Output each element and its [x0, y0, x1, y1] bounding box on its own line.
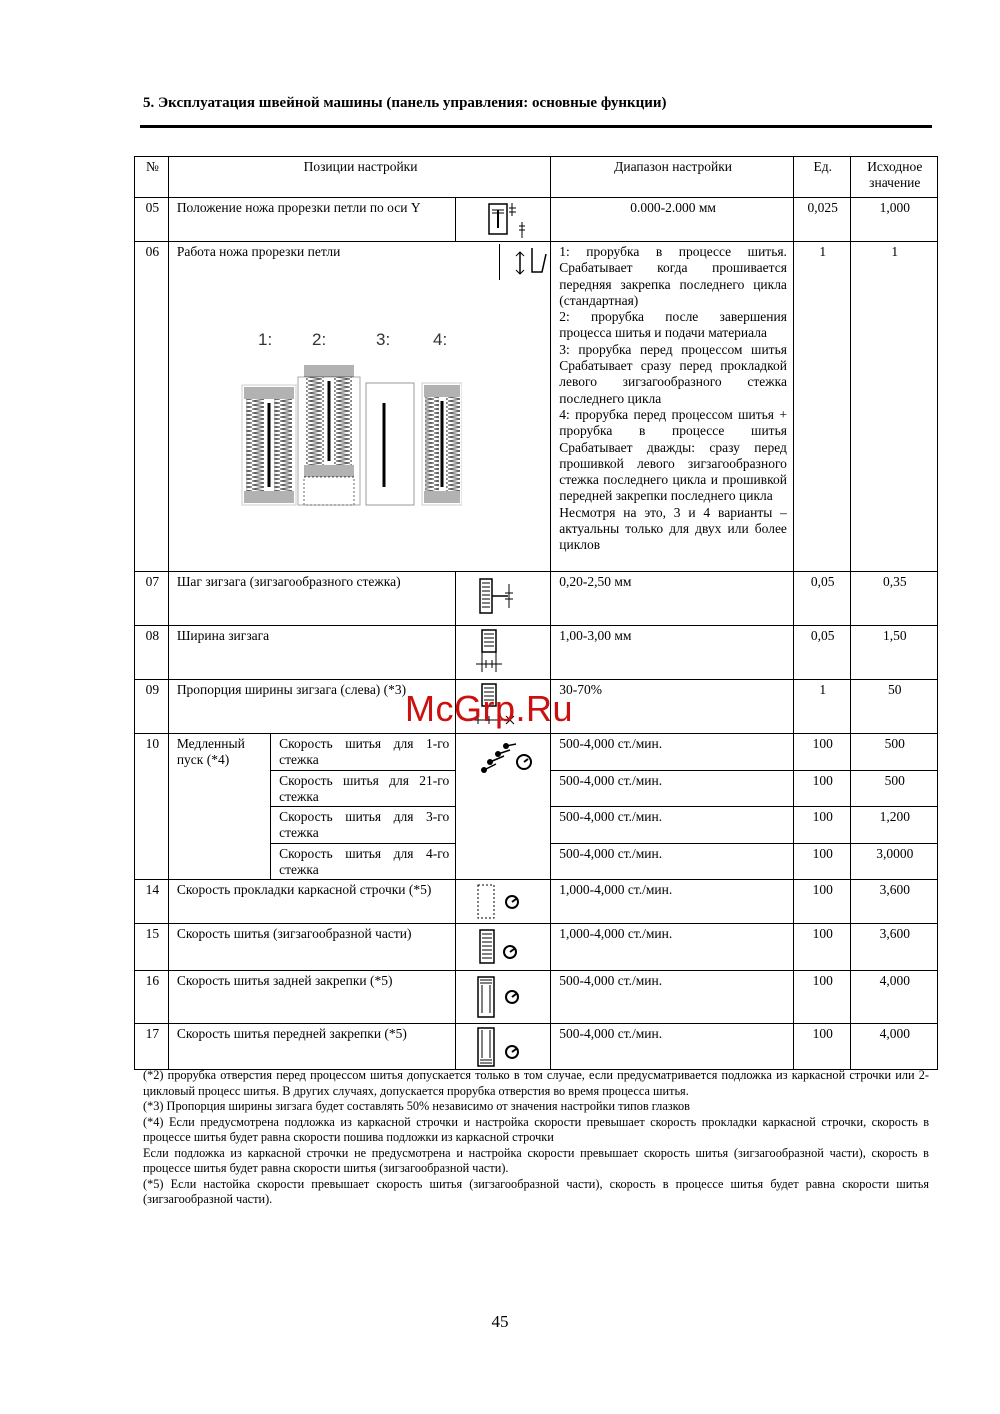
header-num: № — [135, 157, 169, 198]
header-initial: Исходное значение — [850, 157, 937, 198]
sub-row-name: Скорость шитья для 21-го стежка — [271, 770, 456, 807]
sub-row-name: Скорость шитья для 1-го стежка — [271, 734, 456, 771]
row-num: 15 — [135, 924, 169, 971]
footnotes — [143, 1068, 929, 1208]
knife-modes-illustration — [238, 325, 462, 509]
illus-label-3: 3: — [376, 330, 391, 349]
row-init: 4,000 — [850, 1024, 937, 1070]
row-init: 3,0000 — [850, 843, 937, 880]
row-init: 3,600 — [850, 924, 937, 971]
row-range: 500-4,000 ст./мин. — [551, 734, 794, 771]
row-unit: 0,05 — [793, 572, 850, 626]
row-unit: 100 — [793, 1024, 850, 1070]
row-init: 500 — [850, 770, 937, 807]
row-unit: 100 — [793, 807, 850, 844]
sub-row-name: Скорость шитья для 3-го стежка — [271, 807, 456, 844]
row-name: Ширина зигзага — [168, 626, 455, 680]
row-num: 06 — [135, 242, 169, 572]
front-bartack-speed-icon — [456, 1024, 551, 1070]
row-unit: 0,025 — [793, 198, 850, 242]
row-range: 500-4,000 ст./мин. — [551, 807, 794, 844]
table-row — [135, 880, 938, 924]
gimp-speed-icon — [456, 880, 551, 924]
row-range: 500-4,000 ст./мин. — [551, 770, 794, 807]
row-range: 1,000-4,000 ст./мин. — [551, 880, 794, 924]
row-unit: 100 — [793, 843, 850, 880]
row-unit: 1 — [793, 680, 850, 734]
knife-operation-icon — [499, 244, 550, 280]
row-init: 1 — [850, 242, 937, 572]
row-name: Скорость шитья задней закрепки (*5) — [168, 971, 455, 1024]
page-heading: 5. Эксплуатация швейной машины (панель управления: основные функции) — [143, 95, 667, 111]
settings-table — [134, 156, 938, 1070]
row-num: 05 — [135, 198, 169, 242]
row-init: 1,50 — [850, 626, 937, 680]
row-name: Работа ножа прорезки петли — [176, 244, 341, 259]
row-range: 1: прорубка в процессе шитья. Срабатывает когда прошивается передняя закрепка последнего цикла (стандартная) 2: прорубка после завершения процесса шитья и подачи материала 3: прорубка перед процессом шитья Срабатывает сразу перед прокладкой левого зигзагообразного стежка последнего цикла 4: прорубка перед процессом шитья + прорубка в процессе шитья Срабатывает дважды: сразу перед прошивкой левого зигзагообразного стежка последнего цикла и прошивкой передней закрепки последнего цикла Несмотря на это, 3 и 4 варианты – актуальны только для двух или более циклов — [551, 242, 794, 572]
table-row — [135, 198, 938, 242]
row-name: Медленный пуск (*4) — [168, 734, 270, 880]
row-init: 4,000 — [850, 971, 937, 1024]
row-num: 10 — [135, 734, 169, 880]
knife-y-position-icon — [456, 198, 551, 242]
row-name: Пропорция ширины зигзага (слева) (*3) — [168, 680, 455, 734]
row-unit: 100 — [793, 770, 850, 807]
table-row — [135, 734, 938, 771]
row-name: Скорость шитья (зигзагообразной части) — [168, 924, 455, 971]
row-num: 08 — [135, 626, 169, 680]
watermark: McGrp.Ru — [405, 688, 574, 729]
row-unit: 100 — [793, 880, 850, 924]
row-num: 07 — [135, 572, 169, 626]
footnote: (*5) Если настойка скорости превышает скорость шитья (зигзагообразной части), скорость в процессе шитья будет равна скорости шитья (зигзагообразной части). — [143, 1176, 929, 1206]
footnote: Если подложка из каркасной строчки не предусмотрена и настройка скорости превышает скорость шитья (зигзагообразной части), скорость в процессе шитья будет равна скорости шитья (зигзагообразной части). — [143, 1145, 929, 1175]
table-row — [135, 971, 938, 1024]
sub-row-name: Скорость шитья для 4-го стежка — [271, 843, 456, 880]
row-num: 14 — [135, 880, 169, 924]
row-range: 500-4,000 ст./мин. — [551, 971, 794, 1024]
table-row — [135, 572, 938, 626]
zigzag-width-icon — [456, 626, 551, 680]
table-row — [135, 626, 938, 680]
row-init: 0,35 — [850, 572, 937, 626]
header-unit: Ед. — [793, 157, 850, 198]
footnote: (*4) Если предусмотрена подложка из каркасной строчки и настройка скорости превышает скорость прокладки каркасной строчки, скорость в процессе шитья будет равна скорости пошива подложки из каркасной строчки — [143, 1114, 929, 1144]
row-name: Скорость шитья передней закрепки (*5) — [168, 1024, 455, 1070]
row-range: 500-4,000 ст./мин. — [551, 843, 794, 880]
row-init: 3,600 — [850, 880, 937, 924]
illus-label-2: 2: — [312, 330, 327, 349]
row-init: 1,000 — [850, 198, 937, 242]
header-range: Диапазон настройки — [551, 157, 794, 198]
row-range: 0,20-2,50 мм — [551, 572, 794, 626]
row-unit: 100 — [793, 924, 850, 971]
slow-start-icon — [456, 734, 551, 880]
table-row — [135, 1024, 938, 1070]
table-row — [135, 924, 938, 971]
footnote: (*2) прорубка отверстия перед процессом шитья допускается только в том случае, если предусматривается подложка из каркасной строчки или 2-цикловый процесс шитья. В других случаях, допускается прорубка отверстия во время процесса шитья. — [143, 1068, 929, 1098]
row-num: 09 — [135, 680, 169, 734]
back-bartack-speed-icon — [456, 971, 551, 1024]
row-name: Скорость прокладки каркасной строчки (*5) — [168, 880, 455, 924]
row-num: 16 — [135, 971, 169, 1024]
row-range: 1,00-3,00 мм — [551, 626, 794, 680]
row-unit: 100 — [793, 971, 850, 1024]
row-init: 50 — [850, 680, 937, 734]
row-unit: 1 — [793, 242, 850, 572]
zigzag-pitch-icon — [456, 572, 551, 626]
row-range: 30-70% — [551, 680, 794, 734]
row-range: 500-4,000 ст./мин. — [551, 1024, 794, 1070]
row-name: Положение ножа прорезки петли по оси Y — [168, 198, 455, 242]
table-header-row — [135, 157, 938, 198]
row-num: 17 — [135, 1024, 169, 1070]
page-number: 45 — [491, 1312, 509, 1331]
zigzag-speed-icon — [456, 924, 551, 971]
row-range: 1,000-4,000 ст./мин. — [551, 924, 794, 971]
illus-label-4: 4: — [433, 330, 448, 349]
row-unit: 0,05 — [793, 626, 850, 680]
row-init: 1,200 — [850, 807, 937, 844]
row-name: Шаг зигзага (зигзагообразного стежка) — [168, 572, 455, 626]
row-range: 0.000-2.000 мм — [551, 198, 794, 242]
row-init: 500 — [850, 734, 937, 771]
header-positions: Позиции настройки — [168, 157, 550, 198]
heading-rule — [140, 125, 932, 128]
row-unit: 100 — [793, 734, 850, 771]
footnote: (*3) Пропорция ширины зигзага будет составлять 50% независимо от значения настройки типов глазков — [143, 1099, 690, 1113]
illus-label-1: 1: — [258, 330, 273, 349]
